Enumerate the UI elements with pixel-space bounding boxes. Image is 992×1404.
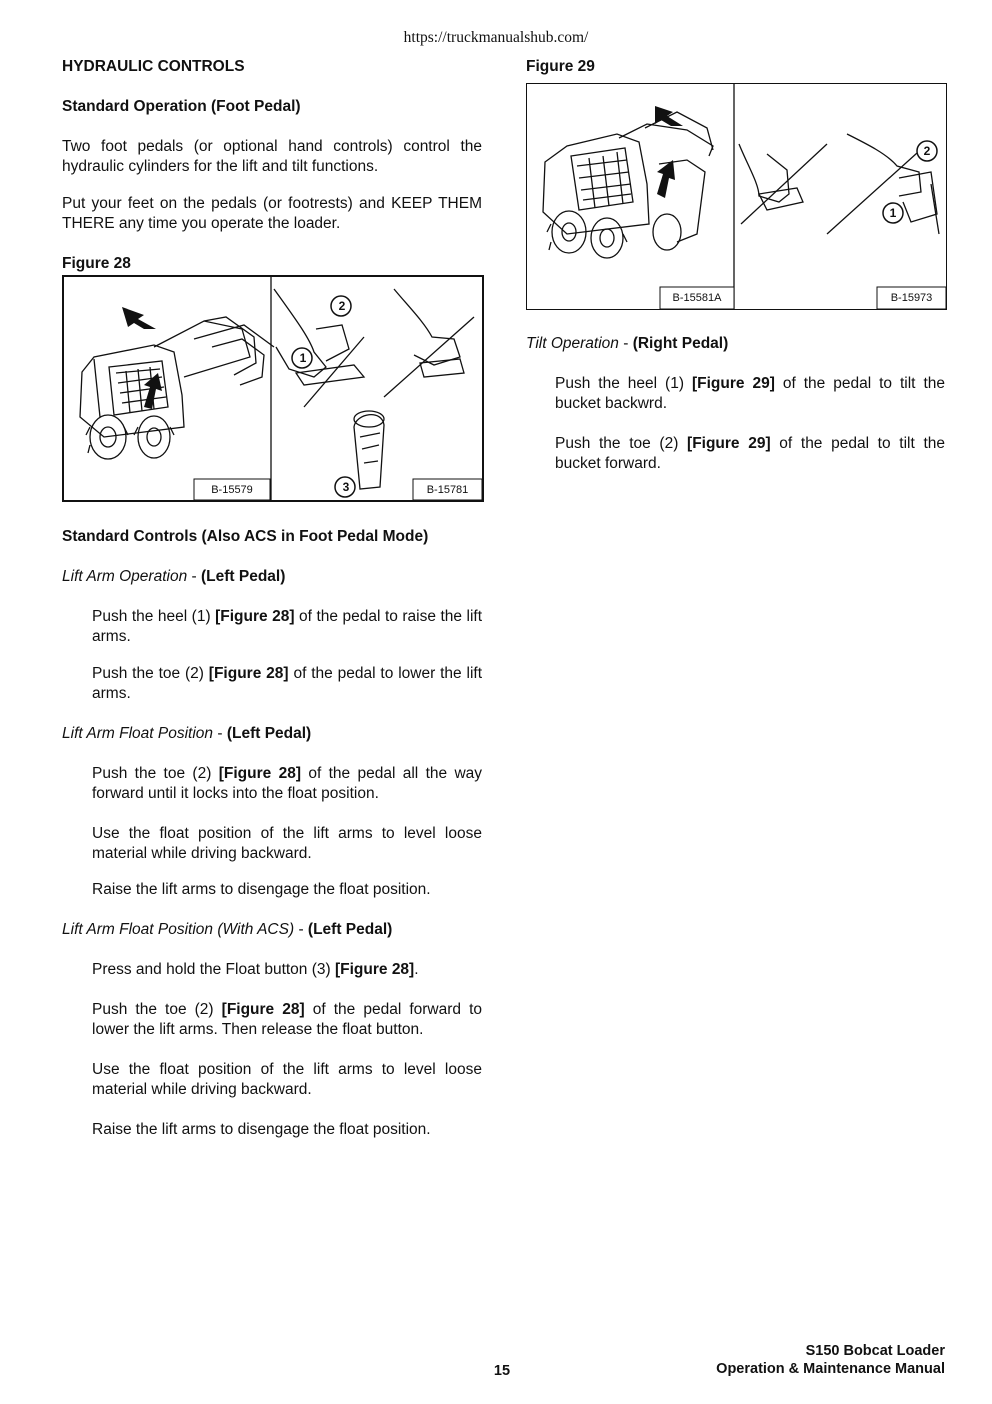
float-disengage-paragraph: Raise the lift arms to disengage the float position. (92, 881, 431, 898)
figure-ref: [Figure 29] (691, 375, 775, 392)
page-number: 15 (493, 1363, 511, 1379)
figure-ref: [Figure 28] (215, 608, 295, 625)
float-acs-heading: Lift Arm Float Position (With ACS) - (Left Pedal) (62, 921, 393, 938)
subsection-title: Standard Operation (Foot Pedal) (62, 98, 301, 115)
figure-29-code-right: B-15973 (890, 292, 933, 304)
float-heading: Lift Arm Float Position - (Left Pedal) (62, 725, 312, 742)
figure-29-callout-1: 1 (889, 206, 897, 220)
float-acs-disengage-paragraph: Raise the lift arms to disengage the float position. (92, 1121, 431, 1138)
float-lock-paragraph: Push the toe (2) [Figure 28] of the pedal all the way forward until it locks into the float position. (92, 765, 483, 802)
float-pedal: (Left Pedal) (226, 725, 312, 742)
figure-28-illustration (64, 277, 482, 500)
section-title: HYDRAULIC CONTROLS (62, 58, 245, 75)
float-acs-title: Lift Arm Float Position (With ACS) (62, 921, 295, 938)
figure-29-callout-2: 2 (923, 144, 931, 158)
tilt-back-paragraph: Push the heel (1) [Figure 29] of the pedal to tilt the bucket backwrd. (555, 375, 945, 412)
figure-28-code-left: B-15579 (211, 484, 253, 496)
tilt-title: Tilt Operation (526, 335, 619, 352)
float-title: Lift Arm Float Position (62, 725, 214, 742)
figure-29-code-left: B-15581A (672, 292, 722, 304)
figure-ref: [Figure 28] (221, 1001, 305, 1018)
figure-ref: [Figure 29] (687, 435, 771, 452)
figure-29-illustration (527, 84, 946, 309)
float-use-paragraph: Use the float position of the lift arms to level loose material while driving backward. (92, 825, 482, 862)
lift-arm-raise-paragraph: Push the heel (1) [Figure 28] of the pedal to raise the lift arms. (92, 608, 483, 645)
lift-arm-lower-paragraph: Push the toe (2) [Figure 28] of the pedal to lower the lift arms. (92, 665, 483, 702)
tilt-pedal: (Right Pedal) (632, 335, 729, 352)
lift-arm-pedal: (Left Pedal) (200, 568, 286, 585)
figure-ref: [Figure 28] (218, 765, 301, 782)
figure-ref: [Figure 28] (334, 961, 415, 978)
float-acs-press-paragraph: Press and hold the Float button (3) [Figure 28]. (92, 961, 419, 978)
intro-paragraph: Two foot pedals (or optional hand controls) control the hydraulic cylinders for the lift and tilt functions. (62, 138, 482, 175)
lift-arm-sep: - (187, 568, 201, 585)
controls-heading: Standard Controls (Also ACS in Foot Pedal Mode) (62, 528, 429, 545)
figure-28-callout-3: 3 (342, 480, 350, 494)
figure-28-callout-1: 1 (299, 351, 307, 365)
figure-28-code-right: B-15781 (426, 484, 469, 496)
tilt-heading: Tilt Operation - (Right Pedal) (526, 335, 729, 352)
page-url: https://truckmanualshub.com/ (403, 29, 589, 46)
figure-29-label: Figure 29 (526, 58, 595, 75)
footer-title-line-2: Operation & Maintenance Manual (716, 1361, 945, 1377)
warning-paragraph: Put your feet on the pedals (or footrests) and KEEP THEM THERE any time you operate the loader. (62, 195, 482, 232)
lift-arm-heading (62, 567, 285, 587)
float-acs-pedal: (Left Pedal) (307, 921, 393, 938)
figure-28-callout-2: 2 (338, 299, 346, 313)
lift-arm-title: Lift Arm Operation (62, 568, 188, 585)
figure-ref: [Figure 28] (208, 665, 289, 682)
float-acs-toe-paragraph: Push the toe (2) [Figure 28] of the pedal forward to lower the lift arms. Then release the float button. (92, 1001, 483, 1038)
footer-title (600, 1342, 945, 1378)
float-acs-use-paragraph: Use the float position of the lift arms to level loose material while driving backward. (92, 1061, 482, 1098)
tilt-forward-paragraph: Push the toe (2) [Figure 29] of the pedal to tilt the bucket forward. (555, 435, 945, 472)
figure-28-label: Figure 28 (62, 255, 131, 272)
figure-28 (62, 275, 484, 502)
footer-title-line-1: S150 Bobcat Loader (805, 1343, 945, 1359)
figure-29 (526, 83, 947, 310)
